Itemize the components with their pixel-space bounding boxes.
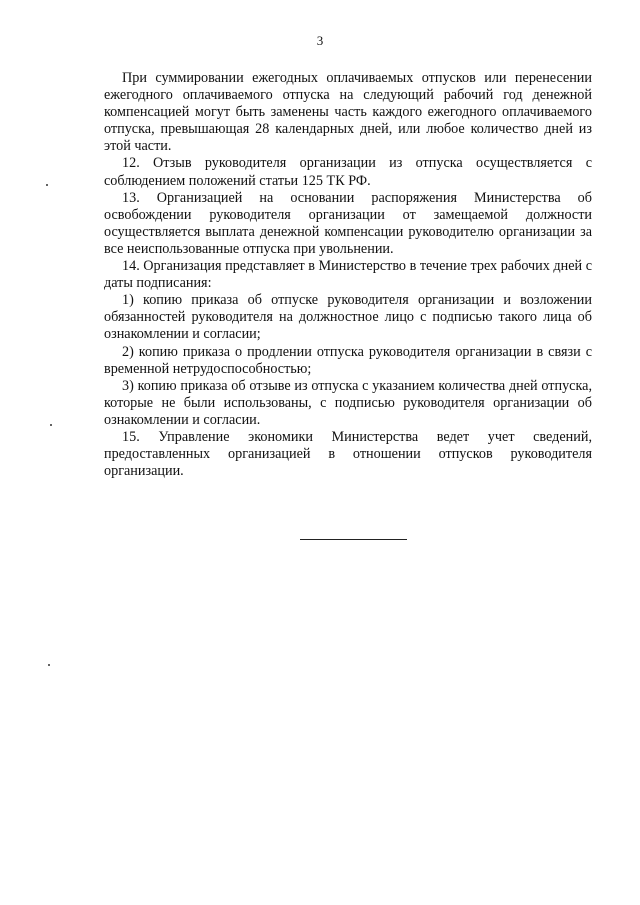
list-item-1-vacation-order: 1) копию приказа об отпуске руководителя организации и возложении обязанностей руководителя на должностное лицо с подписью такого лица об ознакомлении и согласии; bbox=[104, 292, 592, 343]
paragraph-12-recall: 12. Отзыв руководителя организации из отпуска осуществляется с соблюдением положений статьи 125 ТК РФ. bbox=[104, 155, 592, 189]
scan-speck bbox=[50, 424, 52, 426]
paragraph-15-accounting: 15. Управление экономики Министерства ведет учет сведений, предоставленных организацией в отношении отпусков руководителя организации. bbox=[104, 428, 592, 480]
paragraph-13-compensation: 13. Организацией на основании распоряжения Министерства об освобождении руководителя организации от замещаемой должности осуществляется выплата денежной компенсации руководителю организации за все неиспользованные отпуска при увольнении. bbox=[104, 189, 592, 257]
document-body bbox=[104, 70, 592, 480]
page-number: 3 bbox=[316, 33, 324, 48]
list-item-2-extension-order: 2) копию приказа о продлении отпуска руководителя организации в связи с временной нетрудоспособностью; bbox=[104, 343, 592, 377]
paragraph-vacation-summation: При суммировании ежегодных оплачиваемых отпусков или перенесении ежегодного оплачиваемого отпуска на следующий рабочий год денежной компенсацией могут быть заменены часть каждого ежегодного оплачиваемого отпуска, превышающая 28 календарных дней, или любое количество дней из этой части. bbox=[104, 70, 592, 155]
scan-speck bbox=[46, 184, 48, 186]
paragraph-14-submission: 14. Организация представляет в Министерство в течение трех рабочих дней с даты подписания: bbox=[104, 258, 592, 292]
end-divider-line bbox=[300, 539, 407, 540]
list-item-3-recall-order: 3) копию приказа об отзыве из отпуска с указанием количества дней отпуска, которые не были использованы, с подписью руководителя организации об ознакомлении и согласии. bbox=[104, 377, 592, 428]
scan-speck bbox=[48, 664, 50, 666]
